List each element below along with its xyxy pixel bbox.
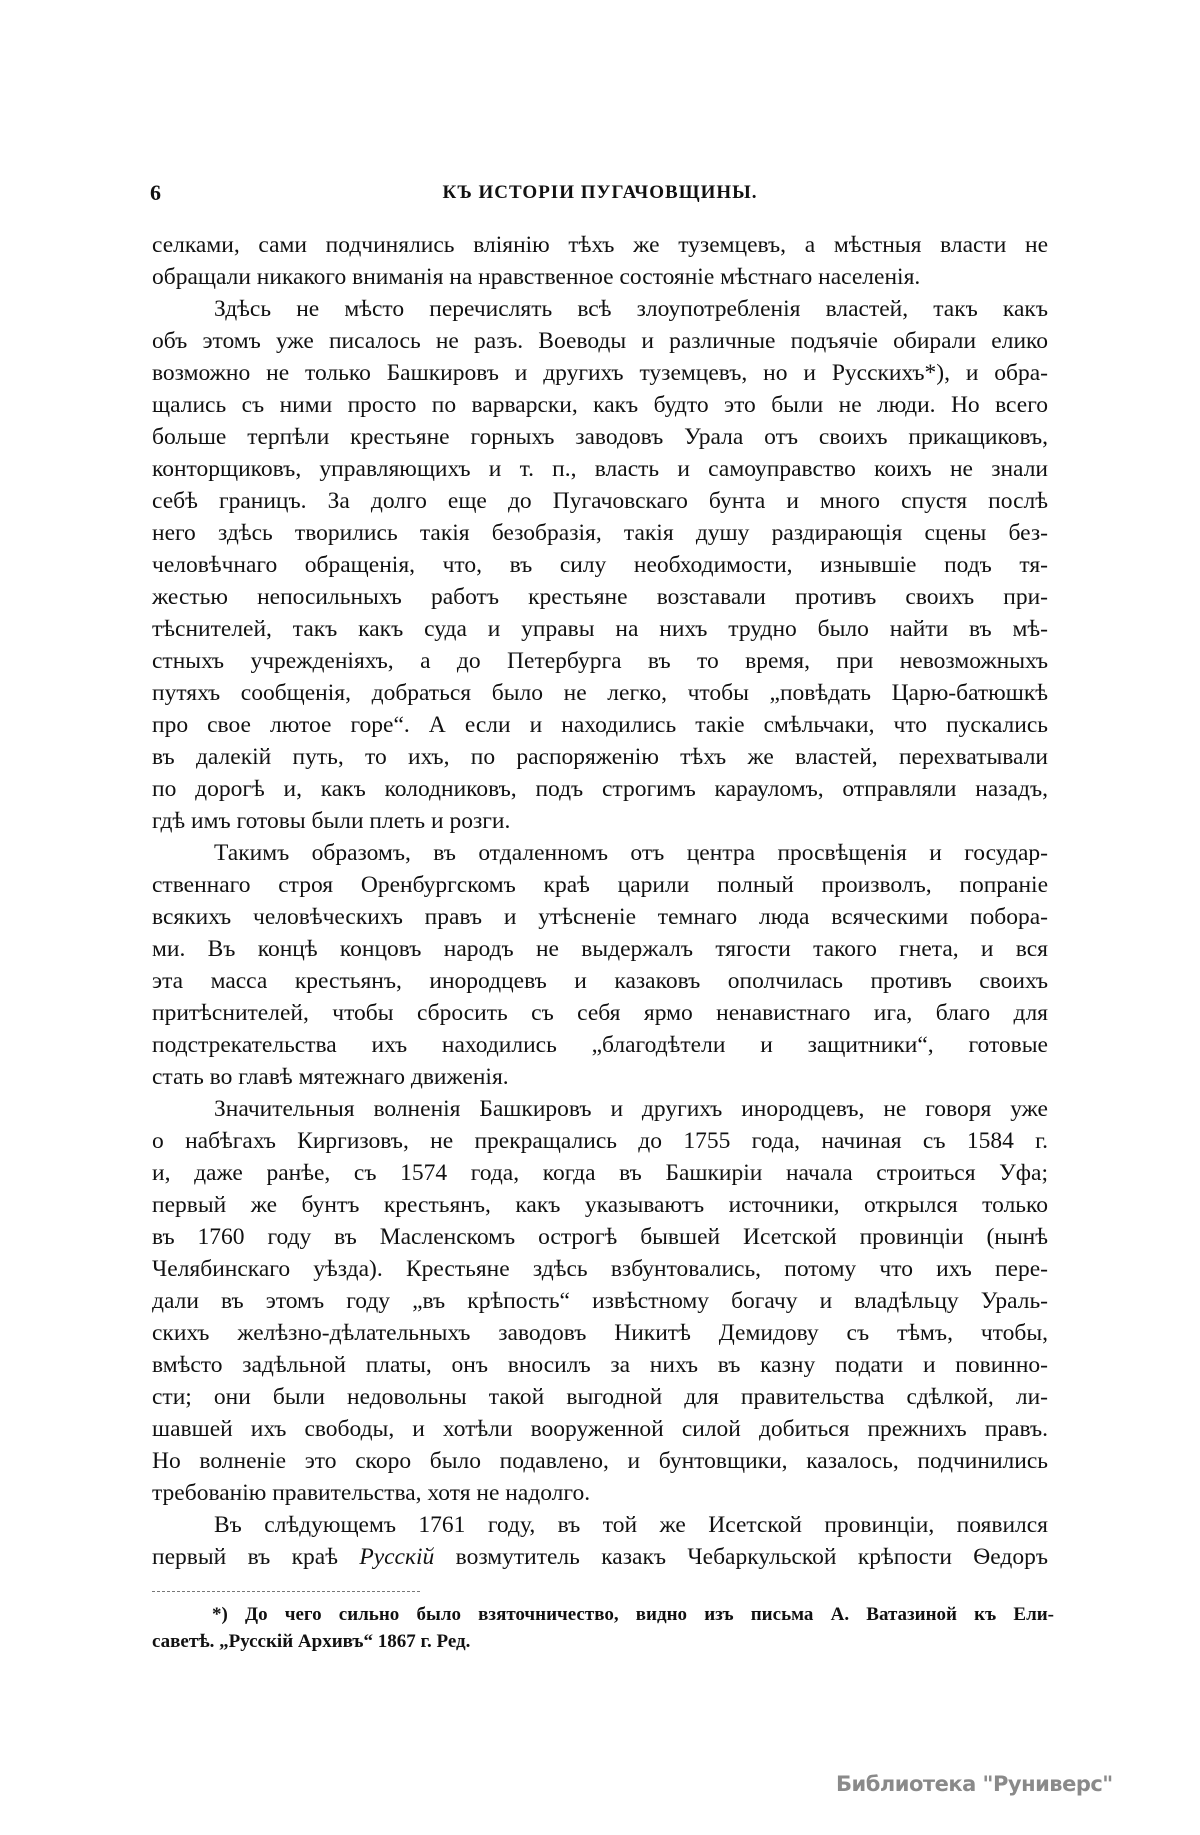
text-line: себѣ границъ. За долго еще до Пугачовскаго бунта и много спустя послѣ (152, 488, 1048, 514)
text-line: по дорогѣ и, какъ колодниковъ, подъ строгимъ карауломъ, отправляли назадъ, (152, 776, 1048, 802)
text-line: всякихъ человѣческихъ правъ и утѣсненіе темнаго люда всяческими побора- (152, 904, 1048, 930)
text-line: стныхъ учрежденіяхъ, а до Петербурга въ то время, при невозможныхъ (152, 648, 1048, 674)
text-line: первый же бунтъ крестьянъ, какъ указываютъ источники, открылся только (152, 1192, 1048, 1218)
text-line: Здѣсь не мѣсто перечислять всѣ злоупотребленія властей, такъ какъ (214, 296, 1048, 322)
text-line: про свое лютое горе“. А если и находились такіе смѣльчаки, что пускались (152, 712, 1048, 738)
text-line: дали въ этомъ году „въ крѣпость“ извѣстному богачу и владѣльцу Ураль- (152, 1288, 1048, 1314)
text-line: эта масса крестьянъ, инородцевъ и казаковъ ополчилась противъ своихъ (152, 968, 1048, 994)
text-segment: возмутитель казакъ Чебаркульской крѣпости Ѳедоръ (434, 1544, 1048, 1570)
text-line: ми. Въ концѣ концовъ народъ не выдержалъ тягости такого гнета, и вся (152, 936, 1048, 962)
italic-word: Русскій (359, 1544, 435, 1570)
text-line: въ 1760 году въ Масленскомъ острогѣ бывшей Исетской провинціи (нынѣ (152, 1224, 1048, 1250)
text-line: Значительныя волненія Башкировъ и другихъ инородцевъ, не говоря уже (214, 1096, 1048, 1122)
text-line: Такимъ образомъ, въ отдаленномъ отъ центра просвѣщенія и государ- (214, 840, 1048, 866)
text-line: Въ слѣдующемъ 1761 году, въ той же Исетской провинціи, появился (214, 1512, 1048, 1538)
text-line: тѣснителей, такъ какъ суда и управы на нихъ трудно было найти въ мѣ- (152, 616, 1048, 642)
text-line: въ далекій путь, то ихъ, по распоряженію тѣхъ же властей, перехватывали (152, 744, 1048, 770)
text-line: больше терпѣли крестьяне горныхъ заводовъ Урала отъ своихъ прикащиковъ, (152, 424, 1048, 450)
text-line (152, 1541, 1048, 1573)
text-line: него здѣсь творились такія безобразія, такія душу раздирающія сцены без- (152, 520, 1048, 546)
text-line: Челябинскаго уѣзда). Крестьяне здѣсь взбунтовались, потому что ихъ пере- (152, 1256, 1048, 1282)
text-line: ственнаго строя Оренбургскомъ краѣ царили полный произволъ, попраніе (152, 872, 1048, 898)
text-line: гдѣ имъ готовы были плеть и розги. (152, 808, 511, 834)
text-line: конторщиковъ, управляющихъ и т. п., власть и самоуправство коихъ не знали (152, 456, 1048, 482)
text-line: шавшей ихъ свободы, и хотѣли вооруженной силой добиться прежнихъ правъ. (152, 1416, 1048, 1442)
text-line: о набѣгахъ Киргизовъ, не прекращались до 1755 года, начиная съ 1584 г. (152, 1128, 1048, 1154)
text-line: требованію правительства, хотя не надолго. (152, 1480, 591, 1506)
footnote-line: *) До чего сильно было взяточничество, видно изъ письма А. Ватазиной къ Ели- (212, 1604, 1054, 1625)
footnote-line: саветѣ. „Русскій Архивъ“ 1867 г. Ред. (152, 1631, 471, 1652)
text-line: притѣснителей, чтобы сбросить съ себя ярмо ненавистнаго ига, благо для (152, 1000, 1048, 1026)
library-watermark: Библиотека "Руниверс" (836, 1772, 1113, 1796)
text-segment: первый въ краѣ (152, 1544, 360, 1570)
text-line: сти; они были недовольны такой выгодной для правительства сдѣлкой, ли- (152, 1384, 1048, 1410)
text-line: скихъ желѣзно-дѣлательныхъ заводовъ Никитѣ Демидову съ тѣмъ, чтобы, (152, 1320, 1048, 1346)
text-line: подстрекательства ихъ находились „благодѣтели и защитники“, готовые (152, 1032, 1048, 1058)
text-line: обращали никакого вниманія на нравственное состояніе мѣстнаго населенія. (152, 264, 921, 290)
running-title: КЪ ИСТОРІИ ПУГАЧОВЩИНЫ. (442, 182, 758, 203)
footnote-divider (152, 1591, 420, 1592)
text-line: щались съ ними просто по варварски, какъ будто это были не люди. Но всего (152, 392, 1048, 418)
text-line: Но волненіе это скоро было подавлено, и бунтовщики, казалось, подчинились (152, 1448, 1048, 1474)
text-line: селками, сами подчинялись вліянію тѣхъ же туземцевъ, а мѣстныя власти не (152, 232, 1048, 258)
text-line: и, даже ранѣе, съ 1574 года, когда въ Башкиріи начала строиться Уфа; (152, 1160, 1048, 1186)
text-line: возможно не только Башкировъ и другихъ туземцевъ, но и Русскихъ*), и обра- (152, 360, 1048, 386)
text-line: стать во главѣ мятежнаго движенія. (152, 1064, 509, 1090)
text-line: человѣчнаго обращенія, что, въ силу необходимости, изнывшіе подъ тя- (152, 552, 1048, 578)
text-line: путяхъ сообщенія, добраться было не легко, чтобы „повѣдать Царю-батюшкѣ (152, 680, 1048, 706)
text-line: вмѣсто задѣльной платы, онъ вносилъ за нихъ въ казну подати и повинно- (152, 1352, 1048, 1378)
text-line: жестью непосильныхъ работъ крестьяне возставали противъ своихъ при- (152, 584, 1048, 610)
text-line: объ этомъ уже писалось не разъ. Воеводы и различные подъячіе обирали елико (152, 328, 1048, 354)
page-number: 6 (150, 180, 161, 205)
